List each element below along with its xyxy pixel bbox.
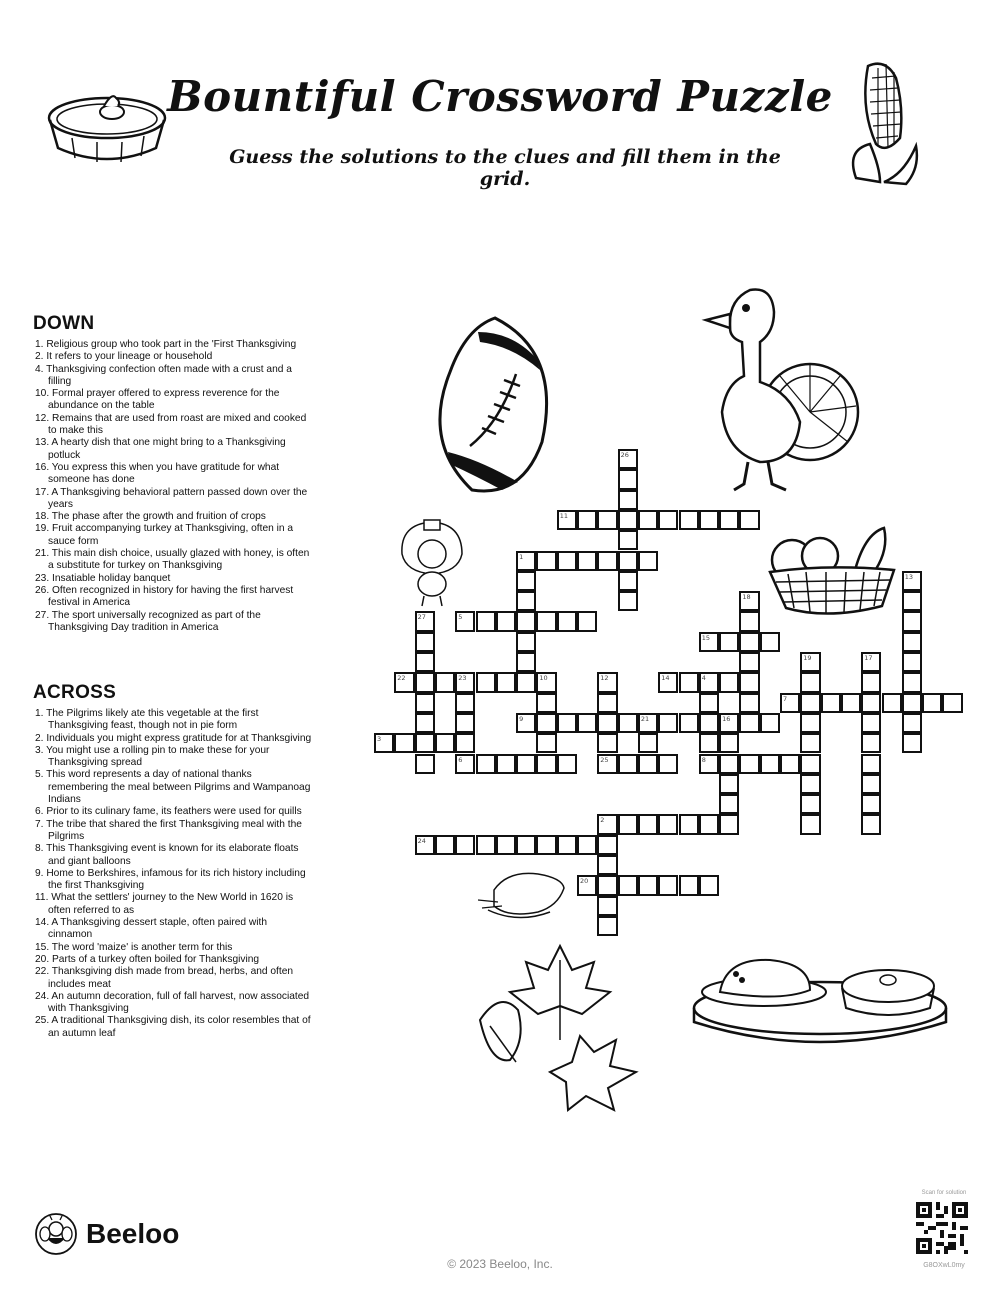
grid-cell[interactable]	[902, 632, 922, 652]
grid-cell[interactable]	[800, 733, 820, 753]
grid-cell[interactable]	[760, 754, 780, 774]
down-clue: 12. Remains that are used from roast are mixed and cooked to make this	[35, 412, 307, 437]
grid-cell[interactable]	[496, 672, 516, 692]
grid-cell[interactable]	[902, 591, 922, 611]
grid-cell[interactable]	[800, 693, 820, 713]
grid-cell[interactable]	[557, 611, 577, 631]
grid-cell[interactable]	[658, 672, 678, 692]
down-clue: 4. Thanksgiving confection often made with a crust and a filling	[35, 363, 292, 387]
grid-cell[interactable]	[719, 632, 739, 652]
grid-cell[interactable]	[597, 916, 617, 936]
grid-cell[interactable]	[658, 875, 678, 895]
grid-cell[interactable]	[516, 754, 536, 774]
grid-cell[interactable]	[902, 713, 922, 733]
grid-cell[interactable]	[516, 591, 536, 611]
grid-cell[interactable]	[618, 591, 638, 611]
grid-cell[interactable]	[476, 835, 496, 855]
across-clue: 15. The word 'maize' is another term for this	[35, 941, 233, 953]
grid-cell[interactable]	[516, 672, 536, 692]
grid-cell[interactable]	[739, 672, 759, 692]
clue-number: 16	[722, 714, 731, 723]
down-clue: 27. The sport universally recognized as part of the Thanksgiving Day tradition in America	[35, 609, 261, 633]
grid-cell[interactable]	[618, 510, 638, 530]
grid-cell[interactable]	[719, 733, 739, 753]
grid-cell[interactable]	[557, 510, 577, 530]
clue-number: 8	[701, 755, 706, 764]
down-clue: 18. The phase after the growth and fruition of crops	[35, 511, 266, 523]
grid-cell[interactable]	[638, 551, 658, 571]
grid-cell[interactable]	[800, 794, 820, 814]
grid-cell[interactable]	[719, 713, 739, 733]
grid-cell[interactable]	[536, 551, 556, 571]
pumpkin-pie-icon	[42, 86, 172, 166]
grid-cell[interactable]	[597, 754, 617, 774]
down-clue: 21. This main dish choice, usually glazed with honey, is often a substitute for turkey on Thanksgiving	[35, 548, 310, 572]
grid-cell[interactable]	[638, 510, 658, 530]
grid-cell[interactable]	[455, 713, 475, 733]
down-clue: 23. Insatiable holiday banquet	[35, 572, 171, 584]
grid-cell[interactable]	[476, 672, 496, 692]
grid-cell[interactable]	[739, 652, 759, 672]
grid-cell[interactable]	[516, 652, 536, 672]
grid-cell[interactable]	[699, 814, 719, 834]
grid-cell[interactable]	[496, 754, 516, 774]
across-clue: 7. The tribe that shared the first Thanksgiving meal with the Pilgrims	[35, 818, 302, 842]
grid-cell[interactable]	[618, 754, 638, 774]
grid-cell[interactable]	[922, 693, 942, 713]
grid-cell[interactable]	[536, 733, 556, 753]
grid-cell[interactable]	[658, 713, 678, 733]
grid-cell[interactable]	[719, 794, 739, 814]
grid-cell[interactable]	[658, 814, 678, 834]
grid-cell[interactable]	[618, 530, 638, 550]
across-heading: ACROSS	[33, 682, 117, 703]
grid-cell[interactable]	[618, 814, 638, 834]
grid-cell[interactable]	[618, 469, 638, 489]
grid-cell[interactable]	[861, 672, 881, 692]
grid-cell[interactable]	[476, 611, 496, 631]
grid-cell[interactable]	[800, 754, 820, 774]
clue-number: 14	[661, 674, 670, 683]
grid-cell[interactable]	[902, 693, 922, 713]
clue-number: 17	[864, 654, 873, 662]
across-clue: 2. Individuals you might express gratitude for at Thanksgiving	[35, 732, 312, 744]
grid-cell[interactable]	[618, 875, 638, 895]
grid-cell[interactable]	[415, 835, 435, 855]
grid-cell[interactable]	[942, 693, 962, 713]
grid-cell[interactable]	[699, 875, 719, 895]
grid-cell[interactable]	[455, 672, 475, 692]
grid-cell[interactable]	[699, 672, 719, 692]
clue-number: 24	[417, 836, 426, 845]
grid-cell[interactable]	[557, 713, 577, 733]
grid-cell[interactable]	[618, 713, 638, 733]
across-clue: 3. You might use a rolling pin to make these for your Thanksgiving spread	[35, 744, 270, 769]
grid-cell[interactable]	[861, 774, 881, 794]
grid-cell[interactable]	[415, 611, 435, 631]
across-clue: 11. What the settlers' journey to the New World in 1620 is often referred to as	[35, 892, 294, 916]
grid-cell[interactable]	[536, 835, 556, 855]
brand-logo	[34, 1212, 179, 1256]
grid-cell[interactable]	[455, 835, 475, 855]
down-clue: 26. Often recognized in history for having the first harvest festival in America	[35, 584, 294, 609]
clue-number: 26	[620, 451, 629, 459]
grid-cell[interactable]	[597, 672, 617, 692]
grid-cell[interactable]	[577, 713, 597, 733]
grid-cell[interactable]	[516, 571, 536, 591]
grid-cell[interactable]	[739, 713, 759, 733]
across-clue: 6. Prior to its culinary fame, its feathers were used for quills	[35, 806, 302, 818]
grid-cell[interactable]	[536, 611, 556, 631]
grid-cell[interactable]	[902, 611, 922, 631]
grid-cell[interactable]	[394, 672, 414, 692]
down-clue: 13. A hearty dish that one might bring to a Thanksgiving potluck	[35, 437, 286, 461]
clue-number: 22	[397, 674, 406, 683]
clue-number: 27	[417, 613, 426, 622]
grid-cell[interactable]	[800, 672, 820, 692]
grid-cell[interactable]	[597, 875, 617, 895]
clue-number: 21	[640, 714, 650, 723]
grid-cell[interactable]	[435, 672, 455, 692]
grid-cell[interactable]	[394, 733, 414, 753]
grid-cell[interactable]	[719, 814, 739, 834]
grid-cell[interactable]	[557, 551, 577, 571]
grid-cell[interactable]	[739, 632, 759, 652]
fruit-basket-icon	[764, 524, 898, 616]
grid-cell[interactable]	[841, 693, 861, 713]
grid-cell[interactable]	[861, 814, 881, 834]
grid-cell[interactable]	[861, 733, 881, 753]
across-clue: 20. Parts of a turkey often boiled for Thanksgiving	[35, 953, 260, 965]
grid-cell[interactable]	[476, 754, 496, 774]
grid-cell[interactable]	[597, 896, 617, 916]
down-clue: 16. You express this when you have gratitude for what someone has done	[35, 461, 280, 486]
down-clue: 2. It refers to your lineage or household	[35, 351, 213, 363]
grid-cell[interactable]	[861, 713, 881, 733]
football-icon	[432, 312, 558, 498]
grid-cell[interactable]	[739, 510, 759, 530]
clue-number: 19	[803, 654, 812, 662]
grid-cell[interactable]	[902, 672, 922, 692]
clue-number: 5	[458, 613, 463, 622]
across-clue: 9. Home to Berkshires, infamous for its rich history including the first Thanksgiving	[35, 867, 306, 892]
grid-cell[interactable]	[800, 814, 820, 834]
clue-number: 4	[701, 674, 706, 683]
down-clue: 10. Formal prayer offered to express reverence for the abundance on the table	[35, 388, 280, 412]
grid-cell[interactable]	[760, 713, 780, 733]
across-clues	[33, 682, 313, 1040]
grid-cell[interactable]	[455, 611, 475, 631]
page-subtitle: Guess the solutions to the clues and fill them in the grid.	[229, 146, 781, 190]
feast-platter-icon	[690, 952, 950, 1044]
clue-number: 7	[783, 694, 788, 703]
clue-number: 20	[580, 877, 589, 886]
copyright: © 2023 Beeloo, Inc.	[447, 1257, 553, 1271]
grid-cell[interactable]	[597, 551, 617, 571]
grid-cell[interactable]	[800, 713, 820, 733]
grid-cell[interactable]	[679, 713, 699, 733]
grid-cell[interactable]	[496, 835, 516, 855]
grid-cell[interactable]	[557, 835, 577, 855]
grid-cell[interactable]	[577, 835, 597, 855]
grid-cell[interactable]	[577, 875, 597, 895]
grid-cell[interactable]	[699, 754, 719, 774]
across-clue: 1. The Pilgrims likely ate this vegetable at the first Thanksgiving feast, though not in pie form	[35, 708, 259, 732]
grid-cell[interactable]	[902, 571, 922, 591]
grid-cell[interactable]	[597, 814, 617, 834]
clue-number: 9	[519, 714, 524, 723]
grid-cell[interactable]	[374, 733, 394, 753]
grid-cell[interactable]	[577, 551, 597, 571]
down-clue: 19. Fruit accompanying turkey at Thanksgiving, often in a sauce form	[35, 523, 294, 547]
grid-cell[interactable]	[577, 510, 597, 530]
clue-number: 6	[458, 755, 463, 764]
grid-cell[interactable]	[597, 835, 617, 855]
grid-cell[interactable]	[516, 551, 536, 571]
qr-code-icon[interactable]	[916, 1202, 968, 1254]
grid-cell[interactable]	[638, 814, 658, 834]
grid-cell[interactable]	[597, 733, 617, 753]
grid-cell[interactable]	[415, 733, 435, 753]
grid-cell[interactable]	[861, 652, 881, 672]
down-clue: 17. A Thanksgiving behavioral pattern passed down over the years	[35, 486, 308, 510]
grid-cell[interactable]	[699, 713, 719, 733]
grid-cell[interactable]	[557, 754, 577, 774]
grid-cell[interactable]	[415, 652, 435, 672]
grid-cell[interactable]	[415, 672, 435, 692]
clue-number: 11	[559, 511, 568, 520]
clue-number: 10	[539, 674, 548, 683]
grid-cell[interactable]	[496, 611, 516, 631]
grid-cell[interactable]	[618, 490, 638, 510]
grid-cell[interactable]	[577, 611, 597, 631]
qr-caption: Scan for solution	[921, 1190, 967, 1196]
clue-number: 18	[742, 593, 751, 602]
grid-cell[interactable]	[861, 794, 881, 814]
clue-number: 3	[377, 735, 382, 744]
grid-cell[interactable]	[679, 510, 699, 530]
grid-cell[interactable]	[861, 693, 881, 713]
grid-cell[interactable]	[638, 733, 658, 753]
grid-cell[interactable]	[679, 875, 699, 895]
grid-cell[interactable]	[516, 611, 536, 631]
grid-cell[interactable]	[638, 754, 658, 774]
clue-number: 1	[519, 552, 524, 561]
grid-cell[interactable]	[536, 754, 556, 774]
clue-number: 13	[904, 572, 914, 581]
grid-cell[interactable]	[415, 632, 435, 652]
across-clue: 5. This word represents a day of national thanks remembering the meal between Pilgrims and Wampanoag Indians	[35, 769, 311, 806]
grid-cell[interactable]	[415, 693, 435, 713]
grid-cell[interactable]	[455, 693, 475, 713]
grid-cell[interactable]	[739, 693, 759, 713]
page-title: Bountiful Crossword Puzzle	[167, 72, 833, 121]
down-heading: DOWN	[33, 313, 95, 334]
grid-cell[interactable]	[658, 754, 678, 774]
brand-name: Beeloo	[86, 1218, 180, 1249]
grid-cell[interactable]	[618, 449, 638, 469]
grid-cell[interactable]	[821, 693, 841, 713]
grid-cell[interactable]	[699, 632, 719, 652]
grid-cell[interactable]	[597, 510, 617, 530]
grid-cell[interactable]	[679, 672, 699, 692]
grid-cell[interactable]	[699, 733, 719, 753]
grid-cell[interactable]	[902, 652, 922, 672]
corn-cob-icon	[846, 58, 926, 188]
turkey-icon	[700, 272, 860, 500]
grid-cell[interactable]	[760, 632, 780, 652]
grid-cell[interactable]	[658, 510, 678, 530]
across-clue: 8. This Thanksgiving event is known for its elaborate floats and giant balloons	[35, 843, 299, 867]
grid-cell[interactable]	[699, 693, 719, 713]
roast-turkey-icon	[478, 866, 572, 922]
across-clue: 24. An autumn decoration, full of fall harvest, now associated with Thanksgiving	[35, 990, 310, 1015]
clue-number: 23	[458, 674, 467, 683]
grid-cell[interactable]	[435, 733, 455, 753]
across-clue: 25. A traditional Thanksgiving dish, its color resembles that of an autumn leaf	[35, 1015, 311, 1039]
grid-cell[interactable]	[739, 754, 759, 774]
clue-number: 15	[701, 633, 711, 642]
grid-cell[interactable]	[536, 672, 556, 692]
maple-leaves-icon	[470, 940, 650, 1116]
grid-cell[interactable]	[638, 875, 658, 895]
grid-cell[interactable]	[699, 510, 719, 530]
grid-cell[interactable]	[800, 652, 820, 672]
clue-number: 2	[600, 816, 605, 825]
grid-cell[interactable]	[415, 754, 435, 774]
grid-cell[interactable]	[516, 713, 536, 733]
grid-cell[interactable]	[679, 814, 699, 834]
grid-cell[interactable]	[516, 835, 536, 855]
grid-cell[interactable]	[455, 733, 475, 753]
grid-cell[interactable]	[638, 713, 658, 733]
grid-cell[interactable]	[536, 693, 556, 713]
grid-cell[interactable]	[719, 754, 739, 774]
grid-cell[interactable]	[780, 754, 800, 774]
bee-logo-icon	[34, 1212, 78, 1256]
grid-cell[interactable]	[516, 632, 536, 652]
grid-cell[interactable]	[597, 713, 617, 733]
grid-cell[interactable]	[739, 591, 759, 611]
grid-cell[interactable]	[415, 713, 435, 733]
grid-cell[interactable]	[719, 774, 739, 794]
grid-cell[interactable]	[455, 754, 475, 774]
grid-cell[interactable]	[435, 835, 455, 855]
qr-code-id: G8OXwL0my	[923, 1262, 965, 1269]
clue-number: 25	[600, 755, 609, 764]
grid-cell[interactable]	[739, 611, 759, 631]
grid-cell[interactable]	[882, 693, 902, 713]
across-clue: 14. A Thanksgiving dessert staple, often paired with cinnamon	[35, 917, 268, 941]
grid-cell[interactable]	[597, 855, 617, 875]
grid-cell[interactable]	[902, 733, 922, 753]
small-turkey-icon	[396, 514, 468, 608]
across-clue: 22. Thanksgiving dish made from bread, herbs, and often includes meat	[35, 966, 294, 990]
down-clues	[33, 313, 313, 634]
grid-cell[interactable]	[618, 551, 638, 571]
grid-cell[interactable]	[618, 571, 638, 591]
grid-cell[interactable]	[861, 754, 881, 774]
grid-cell[interactable]	[719, 672, 739, 692]
grid-cell[interactable]	[536, 713, 556, 733]
clue-number: 12	[600, 674, 609, 683]
down-clue: 1. Religious group who took part in the 'First Thanksgiving	[35, 339, 297, 350]
grid-cell[interactable]	[719, 510, 739, 530]
grid-cell[interactable]	[800, 774, 820, 794]
grid-cell[interactable]	[597, 693, 617, 713]
grid-cell[interactable]	[780, 693, 800, 713]
